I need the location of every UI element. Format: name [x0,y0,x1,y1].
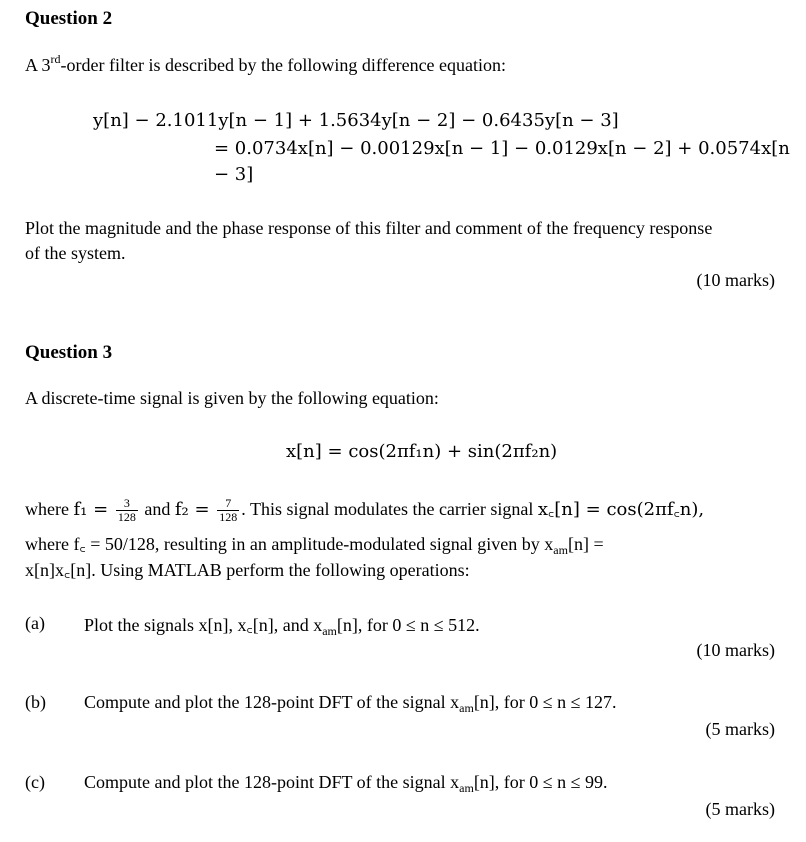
q3-intro: A discrete-time signal is given by the following equation: [25,388,439,408]
f2-denominator: 128 [219,510,238,525]
q2-heading: Question 2 [25,8,113,29]
modulates-text: . This signal modulates the carrier signal [241,499,538,519]
where-text: where [25,499,74,519]
q3-heading: Question 3 [25,342,113,363]
xam-end: [n] = [567,534,604,554]
q2-marks: (10 marks) [696,270,775,290]
part-c-text [84,772,608,793]
q2-intro-sup: rd [50,52,61,66]
part-a-pre: Plot the signals x[n], x꜀[n], and x [84,615,323,635]
xam-subscript: am [553,543,568,557]
part-a-marks: (10 marks) [696,640,775,660]
f1-fraction [116,497,138,524]
part-c-post: [n], for 0 ≤ n ≤ 99. [473,772,608,792]
q3-where-line-3: x[n]x꜀[n]. Using MATLAB perform the following operations: [25,560,470,580]
q2-equation-line-3: − 3] [214,164,254,185]
part-a-text [84,613,480,637]
part-c-label: (c) [25,772,45,792]
part-b-pre: Compute and plot the 128-point DFT of the signal x [84,692,460,712]
q3-where-line-2 [25,532,604,556]
q2-intro-suffix: -order filter is described by the following difference equation: [60,55,507,75]
q2-intro [25,52,507,76]
part-b-label: (b) [25,692,46,712]
q2-equation-line-2: = 0.0734x[n] − 0.00129x[n − 1] − 0.0129x[n − 2] + 0.0574x[n [214,138,790,159]
part-b-text [84,692,617,713]
part-a-sub: am [322,624,337,638]
part-b-post: [n], for 0 ≤ n ≤ 127. [473,692,617,712]
f2-fraction [217,497,239,524]
q2-body-line-2: of the system. [25,243,126,263]
part-b-sub: am [459,701,474,715]
and-text: and [139,499,175,519]
q2-equation-line-1: y[n] − 2.1011y[n − 1] + 1.5634y[n − 2] − 0.6435y[n − 3] [93,110,619,131]
carrier-equation: x꜀[n] = cos(2πf꜀n), [537,499,705,520]
q2-intro-prefix: A 3 [25,55,51,75]
where-fc-text: where f꜀ = 50/128, resulting in an amplitude-modulated signal given by x [25,534,554,554]
part-c-sub: am [459,781,474,795]
part-b-marks: (5 marks) [705,719,775,739]
part-a-post: [n], for 0 ≤ n ≤ 512. [336,615,480,635]
part-c-pre: Compute and plot the 128-point DFT of the signal x [84,772,460,792]
f2-symbol: f₂ = [174,499,216,520]
q3-where-line-1 [25,496,704,524]
q2-body-line-1: Plot the magnitude and the phase response of this filter and comment of the frequency response [25,218,713,238]
part-a-label: (a) [25,613,45,633]
part-c-marks: (5 marks) [705,799,775,819]
f1-denominator: 128 [117,510,136,525]
q3-equation: x[n] = cos(2πf₁n) + sin(2πf₂n) [286,441,558,462]
f2-numerator: 7 [217,497,239,511]
f1-symbol: f₁ = [73,499,114,520]
f1-numerator: 3 [116,497,138,511]
